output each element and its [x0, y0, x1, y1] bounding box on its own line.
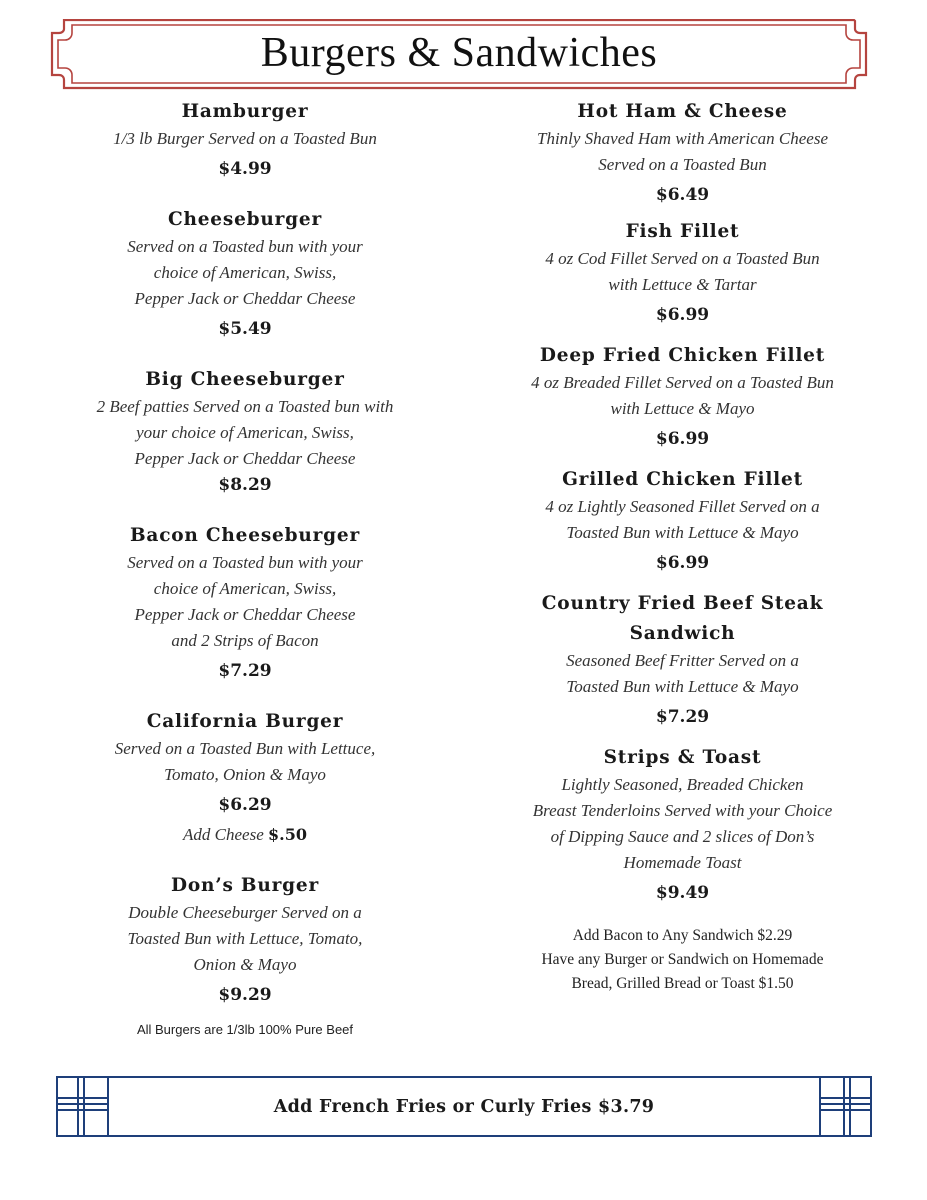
item-name: Country Fried Beef Steak — [541, 593, 824, 614]
item-price: $6.49 — [655, 185, 710, 205]
item-price: $6.29 — [218, 795, 272, 815]
item-price: $4.99 — [218, 159, 272, 179]
note-line: Have any Burger or Sandwich on Homemade — [541, 951, 824, 968]
item-description: Seasoned Beef Fritter Served on a — [566, 651, 799, 670]
item-description: Lightly Seasoned, Breaded Chicken — [561, 775, 804, 794]
menu-item-california-burger — [60, 708, 430, 848]
item-description: Toasted Bun with Lettuce & Mayo — [566, 677, 799, 696]
item-price: $7.29 — [655, 707, 710, 727]
item-description: and 2 Strips of Bacon — [171, 631, 319, 650]
item-description: choice of American, Swiss, — [153, 579, 337, 598]
title-frame — [50, 19, 868, 90]
menu-item-fish-fillet — [495, 218, 870, 328]
menu-item-grilled-chicken-fillet — [495, 466, 870, 576]
menu-item-hot-ham-cheese — [495, 98, 870, 208]
item-price: $7.29 — [218, 661, 272, 681]
item-description: choice of American, Swiss, — [153, 263, 337, 282]
item-price: $9.29 — [218, 985, 272, 1005]
item-name: California Burger — [146, 711, 344, 732]
item-price: $8.29 — [218, 475, 272, 495]
footer-frame — [56, 1076, 872, 1137]
burger-beef-note: All Burgers are 1/3lb 100% Pure Beef — [136, 1022, 354, 1037]
item-description: with Lettuce & Mayo — [610, 399, 755, 418]
item-name: Hot Ham & Cheese — [577, 101, 788, 122]
menu-item-strips-toast — [495, 744, 870, 906]
item-description: Served on a Toasted bun with your — [127, 237, 363, 256]
item-description: Served on a Toasted Bun with Lettuce, — [114, 739, 376, 758]
item-description: with Lettuce & Tartar — [608, 275, 757, 294]
menu-item-big-cheeseburger — [60, 366, 430, 498]
item-description: Pepper Jack or Cheddar Cheese — [134, 605, 356, 624]
note-line: Add Bacon to Any Sandwich $2.29 — [572, 927, 793, 944]
item-description: Breast Tenderloins Served with your Choice — [532, 801, 833, 820]
addon-price: $.50 — [268, 825, 307, 844]
item-price: $9.49 — [655, 883, 710, 903]
item-name: Don’s Burger — [170, 875, 319, 896]
item-price: $5.49 — [218, 319, 272, 339]
note-line: Bread, Grilled Bread or Toast $1.50 — [571, 975, 794, 992]
item-description: Onion & Mayo — [193, 955, 297, 974]
item-description: Thinly Shaved Ham with American Cheese — [536, 129, 828, 148]
page-title: Burgers & Sandwiches — [260, 30, 658, 76]
item-price: $6.99 — [655, 429, 710, 449]
item-name: Bacon Cheeseburger — [129, 525, 360, 546]
menu-item-country-fried-beef-steak — [495, 590, 870, 730]
menu-item-deep-fried-chicken-fillet — [495, 342, 870, 452]
item-description: 4 oz Cod Fillet Served on a Toasted Bun — [545, 249, 820, 268]
item-price: $6.99 — [655, 553, 710, 573]
item-description: Tomato, Onion & Mayo — [164, 765, 326, 784]
menu-item-cheeseburger — [60, 206, 430, 342]
item-name: Grilled Chicken Fillet — [562, 469, 803, 490]
item-description: Pepper Jack or Cheddar Cheese — [134, 449, 356, 468]
item-name-line2: Sandwich — [629, 623, 736, 644]
item-name: Cheeseburger — [167, 209, 323, 230]
item-description: Double Cheeseburger Served on a — [128, 903, 362, 922]
left-menu-column — [60, 98, 430, 1037]
item-description: 4 oz Lightly Seasoned Fillet Served on a — [545, 497, 820, 516]
item-description: 1/3 lb Burger Served on a Toasted Bun — [113, 129, 377, 148]
item-description: 2 Beef patties Served on a Toasted bun with — [96, 397, 394, 416]
item-description: Pepper Jack or Cheddar Cheese — [134, 289, 356, 308]
menu-item-dons-burger — [60, 872, 430, 1008]
item-name: Deep Fried Chicken Fillet — [539, 345, 826, 366]
item-description: 4 oz Breaded Fillet Served on a Toasted Bun — [531, 373, 834, 392]
add-cheese-option — [60, 822, 430, 848]
sandwich-addons-note — [495, 924, 870, 996]
item-description: Toasted Bun with Lettuce & Mayo — [566, 523, 799, 542]
item-name: Big Cheeseburger — [145, 369, 345, 390]
item-name: Fish Fillet — [625, 221, 740, 242]
item-name: Strips & Toast — [603, 747, 762, 768]
menu-item-bacon-cheeseburger — [60, 522, 430, 684]
item-description: of Dipping Sauce and 2 slices of Don’s — [550, 827, 815, 846]
item-name: Hamburger — [181, 101, 309, 122]
item-description: your choice of American, Swiss, — [136, 423, 354, 442]
right-menu-column — [495, 98, 870, 996]
item-description: Served on a Toasted bun with your — [127, 553, 363, 572]
fries-addon-banner: Add French Fries or Curly Fries $3.79 — [273, 1096, 655, 1117]
item-description: Homemade Toast — [623, 853, 742, 872]
item-description: Toasted Bun with Lettuce, Tomato, — [127, 929, 363, 948]
item-price: $6.99 — [655, 305, 710, 325]
addon-label: Add Cheese — [183, 825, 264, 844]
item-description: Served on a Toasted Bun — [598, 155, 767, 174]
menu-item-hamburger — [60, 98, 430, 182]
